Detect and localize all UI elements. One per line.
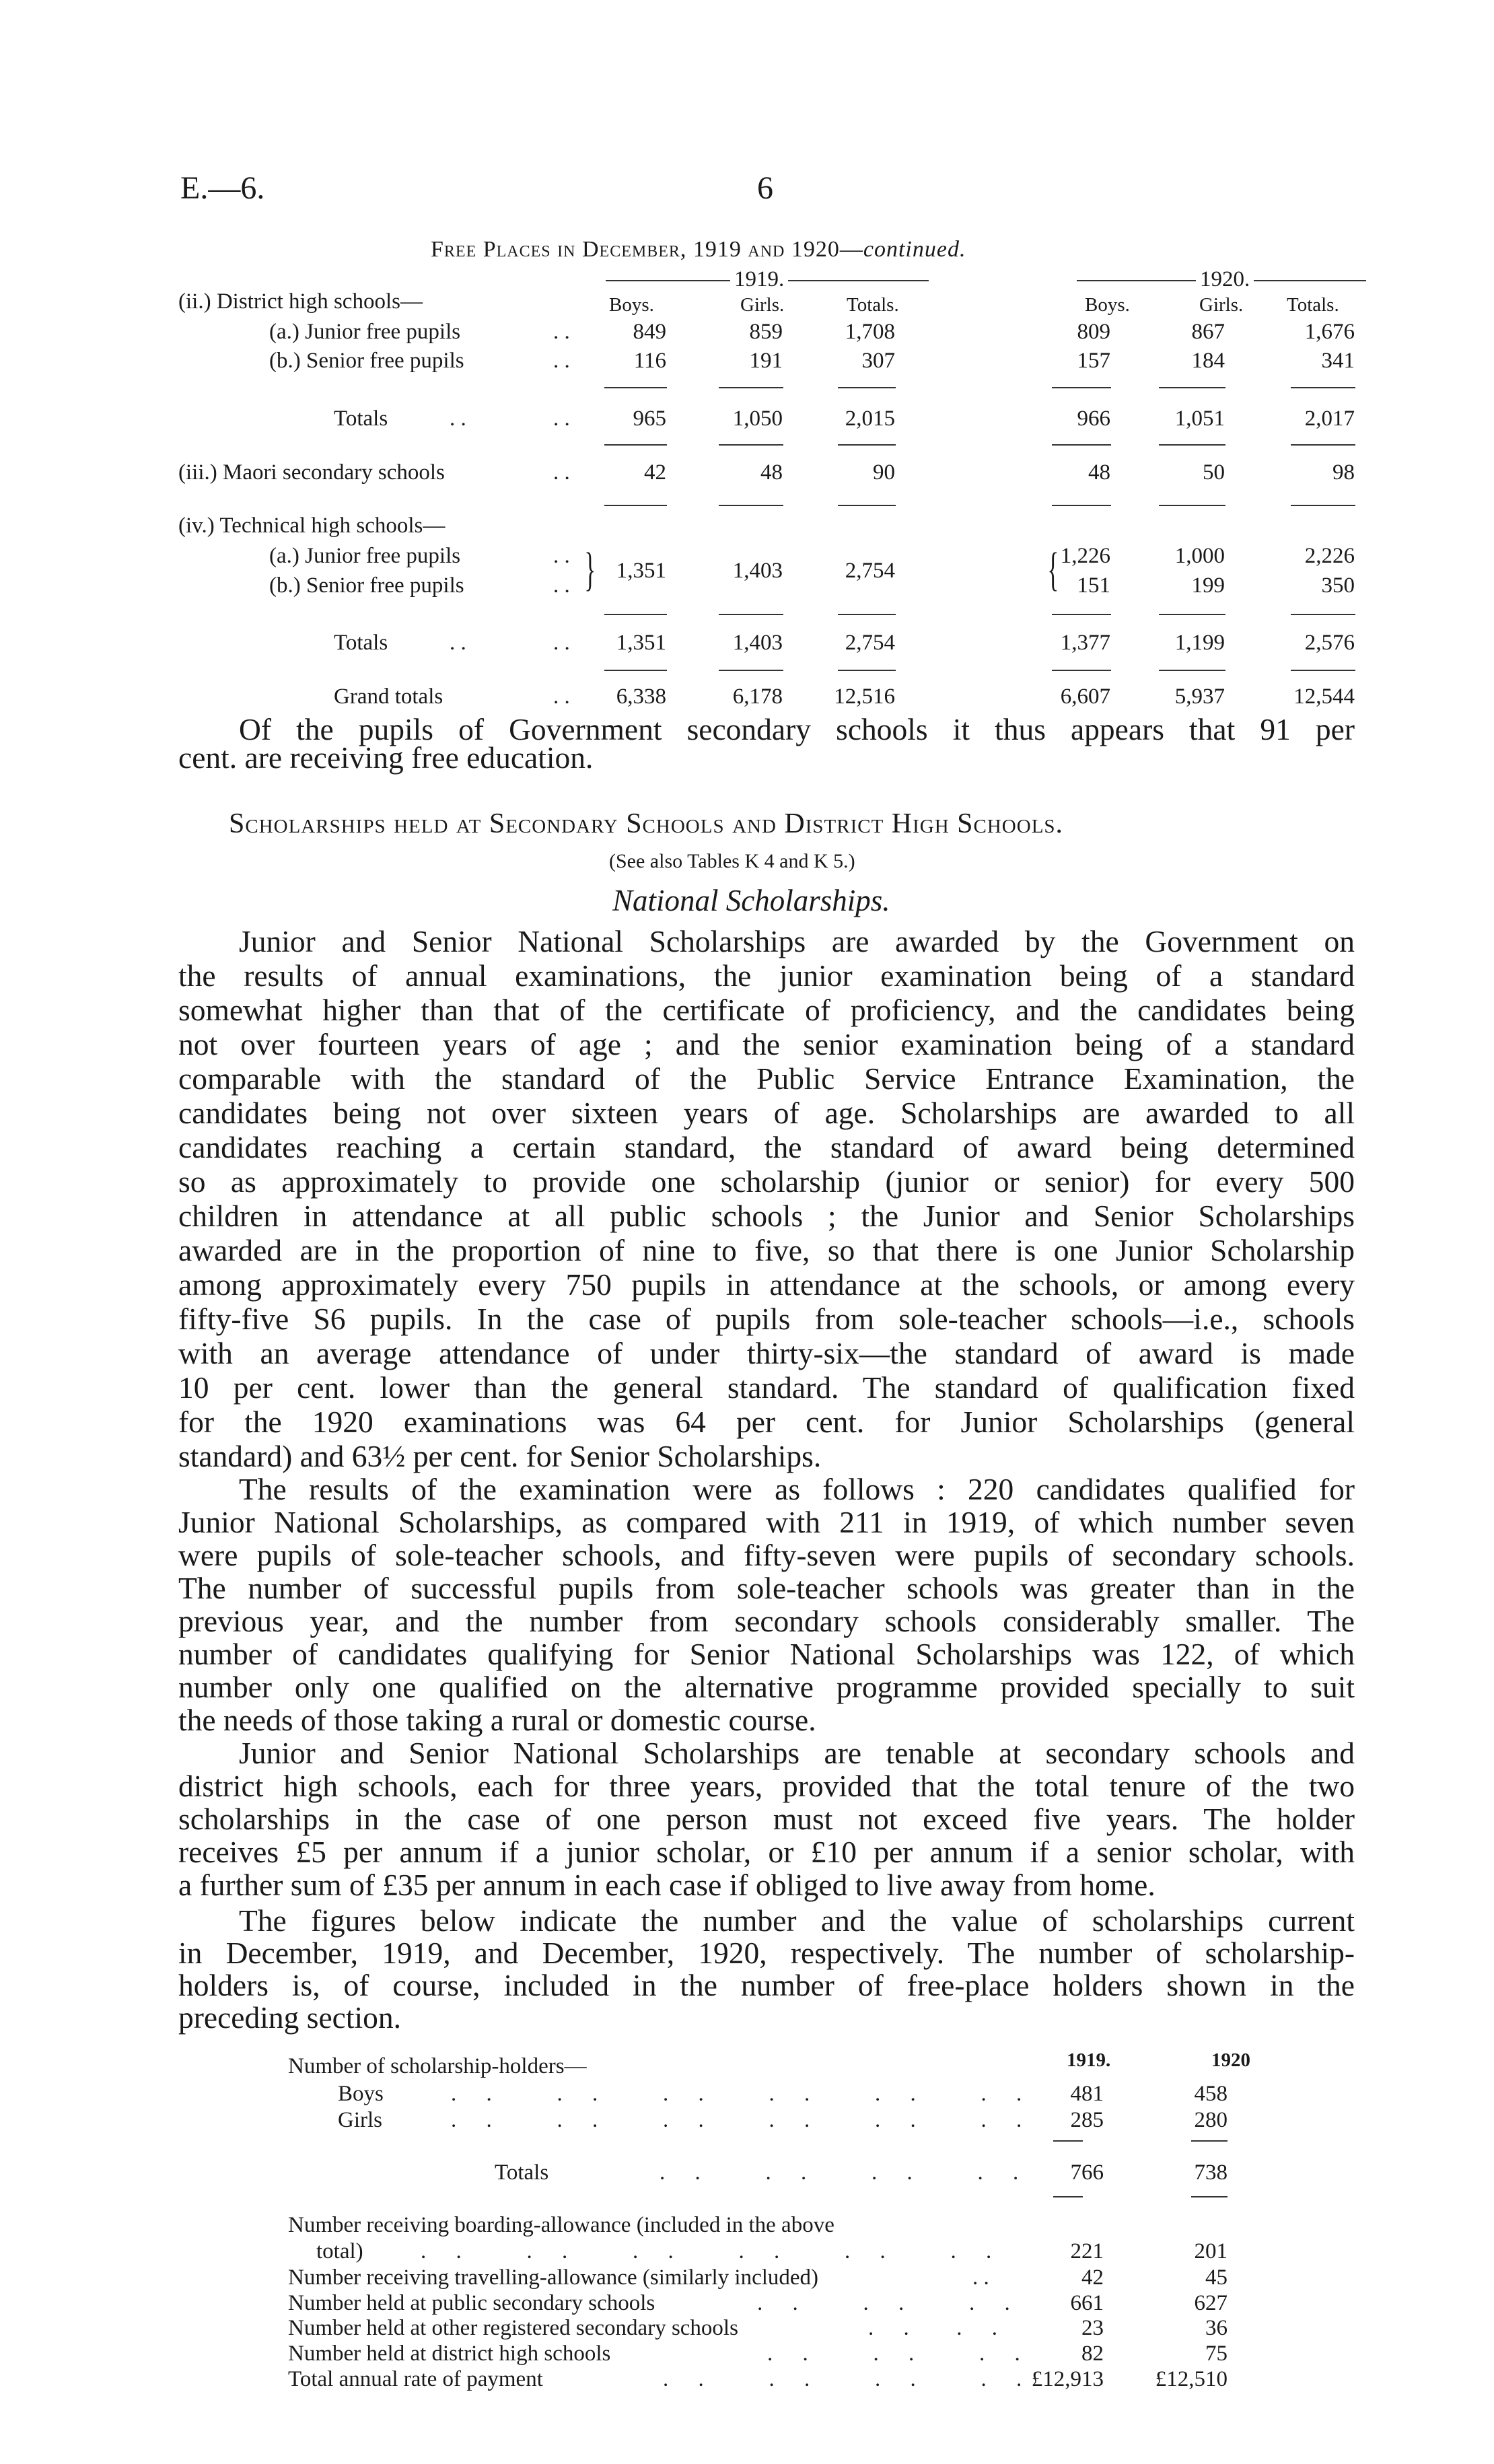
- row-dots: . .: [450, 631, 466, 655]
- paragraph-line: Junior National Scholarships, as compared with 211 in 1919, of which number seven: [178, 1505, 1355, 1539]
- row-dots: . .: [553, 349, 570, 373]
- report-code: E.—6.: [180, 170, 265, 206]
- paragraph-3: [178, 1736, 1355, 1901]
- paragraph-line: among approximately every 750 pupils in attendance at the schools, or among every: [178, 1267, 1355, 1302]
- rule: [1159, 505, 1225, 506]
- holders-value-district: 75: [1205, 2342, 1228, 2366]
- paragraph-line: previous year, and the number from secondary schools considerably smaller. The: [178, 1604, 1355, 1638]
- scholarships-heading: Scholarships held at Secondary Schools and District High Schools.: [229, 808, 1064, 839]
- value-cell-maori: 50: [1203, 460, 1225, 485]
- value-cell-maori: 48: [760, 460, 783, 485]
- holders-value-travel: 42: [1081, 2265, 1104, 2290]
- brace-tech-1919: }: [584, 544, 596, 596]
- rule: [719, 614, 783, 615]
- value-cell-tech-b-1920: 151: [1077, 573, 1110, 598]
- leader-dots: . . . . . . . . . . . .: [451, 2082, 1034, 2106]
- paragraph-line: Junior and Senior National Scholarships are tenable at secondary schools and: [239, 1736, 1355, 1770]
- value-cell-dhs_a: 1,676: [1304, 320, 1355, 344]
- holders-value-boarding: 201: [1194, 2239, 1228, 2263]
- value-cell-dhs_b: 157: [1077, 349, 1110, 373]
- value-cell-maori: 48: [1088, 460, 1110, 485]
- row-dots: . .: [553, 573, 570, 598]
- rule: [1291, 614, 1355, 615]
- value-cell-dhs_tot: 1,051: [1174, 407, 1225, 431]
- holders-value-totals: 766: [1070, 2160, 1104, 2185]
- paragraph-line: children in attendance at all public schools ; the Junior and Senior Scholarships: [178, 1199, 1355, 1233]
- district-label: Number held at district high schools: [288, 2342, 611, 2366]
- value-cell-tech_tot: 1,403: [732, 631, 783, 655]
- rule: [1159, 444, 1225, 446]
- value-cell-grand: 6,607: [1060, 684, 1110, 709]
- value-cell-maori: 98: [1332, 460, 1355, 485]
- value-cell-dhs_a: 809: [1077, 320, 1110, 344]
- boarding-label-2: total): [316, 2239, 363, 2263]
- value-cell-dhs_a: 1,708: [845, 320, 895, 344]
- public-label: Number held at public secondary schools: [288, 2291, 655, 2315]
- col-boys-1920: Boys.: [1085, 294, 1130, 316]
- value-cell-tech-b-1920: 350: [1321, 573, 1355, 598]
- rule: [1052, 505, 1111, 506]
- rule: [1191, 2196, 1228, 2197]
- paragraph-line: so as approximately to provide one scholarship (junior or senior) for every 500: [178, 1164, 1355, 1199]
- paragraph-line: for the 1920 examinations was 64 per cent. for Junior Scholarships (general: [178, 1405, 1355, 1439]
- paragraph-line: the results of annual examinations, the junior examination being of a standard: [178, 958, 1355, 993]
- rule: [1159, 614, 1225, 615]
- value-cell-tech_tot: 2,576: [1304, 631, 1355, 655]
- value-cell-tech_tot: 2,754: [845, 631, 895, 655]
- value-cell-dhs_tot: 1,050: [732, 407, 783, 431]
- paragraph-line: with an average attendance of under thirty-six—the standard of award is made: [178, 1336, 1355, 1370]
- rule: [604, 505, 667, 506]
- value-cell-grand: 6,338: [616, 684, 666, 709]
- row-dhs-head: (ii.) District high schools—: [178, 289, 423, 314]
- paragraph-line: The figures below indicate the number and the value of scholarships current: [239, 1903, 1355, 1938]
- rule: [838, 505, 896, 506]
- rule: [1053, 2140, 1083, 2142]
- rule: [1052, 614, 1111, 615]
- value-cell-grand: 12,516: [834, 684, 895, 709]
- col-boys-1919: Boys.: [609, 294, 654, 316]
- rule: [1291, 505, 1355, 506]
- payment-label: Total annual rate of payment: [288, 2367, 543, 2391]
- rule: [1291, 670, 1355, 671]
- leader-dots: . . . . . . . .: [660, 2160, 1031, 2185]
- rule: [719, 670, 783, 671]
- value-cell-dhs_b: 307: [861, 349, 895, 373]
- leader-dots: . . . .: [868, 2316, 1009, 2340]
- rule: [1053, 2196, 1083, 2197]
- rule: [719, 387, 783, 388]
- value-cell-tech-1919: 1,403: [732, 559, 783, 583]
- paragraph-line: in December, 1919, and December, 1920, respectively. The number of scholarship-: [178, 1936, 1355, 1970]
- other-label: Number held at other registered secondary schools: [288, 2316, 738, 2340]
- rule: [1052, 387, 1111, 388]
- holders-value-public: 627: [1194, 2291, 1228, 2315]
- rule: [1052, 444, 1111, 446]
- brace-tech-1920: {: [1047, 544, 1059, 596]
- paragraph-line: candidates being not over sixteen years of age. Scholarships are awarded to all: [178, 1096, 1355, 1130]
- rule: [1159, 387, 1225, 388]
- travel-label: Number receiving travelling-allowance (similarly included): [288, 2265, 819, 2290]
- col-girls-1920: Girls.: [1199, 294, 1244, 316]
- row-grand-totals: Grand totals: [334, 684, 443, 709]
- leader-dots: . . . . . . . . . . . .: [451, 2108, 1034, 2132]
- rule: [1291, 444, 1355, 446]
- paragraph-line: preceding section.: [178, 2000, 402, 2035]
- paragraph-line: were pupils of sole-teacher schools, and fifty-seven were pupils of secondary schools.: [178, 1538, 1355, 1572]
- paragraph-line: district high schools, each for three years, provided that the total tenure of the two: [178, 1769, 1355, 1803]
- leader-dots: . . . . . .: [767, 2342, 1032, 2366]
- row-tech-totals: Totals: [334, 631, 388, 655]
- row-dots: . .: [450, 407, 466, 431]
- value-cell-grand: 6,178: [732, 684, 783, 709]
- value-cell-maori: 42: [644, 460, 666, 485]
- paragraph-line: fifty-five S6 pupils. In the case of pupils from sole-teacher schools—i.e., schools: [178, 1302, 1355, 1336]
- value-cell-tech_tot: 1,377: [1060, 631, 1110, 655]
- row-tech-a: (a.) Junior free pupils: [269, 544, 461, 568]
- paragraph-line: candidates reaching a certain standard, the standard of award being determined: [178, 1130, 1355, 1164]
- scholarships-subnote: (See also Tables K 4 and K 5.): [609, 850, 855, 872]
- value-cell-tech-a-1920: 1,226: [1060, 544, 1110, 568]
- holders-value-payment: £12,913: [1031, 2367, 1104, 2391]
- paragraph-line: The number of successful pupils from sole-teacher schools was greater than in the: [178, 1571, 1355, 1605]
- paragraph-line: standard) and 63½ per cent. for Senior Scholarships.: [178, 1439, 822, 1473]
- row-dhs-a: (a.) Junior free pupils: [269, 320, 461, 344]
- value-cell-dhs_a: 849: [633, 320, 666, 344]
- holders-value-travel: 45: [1205, 2265, 1228, 2290]
- page-number: 6: [757, 170, 773, 206]
- summary-line: Of the pupils of Government secondary schools it thus appears that 91 per: [239, 712, 1355, 746]
- value-cell-tech-1919: 1,351: [616, 559, 666, 583]
- paragraph-line: awarded are in the proportion of nine to five, so that there is one Junior Scholarship: [178, 1233, 1355, 1267]
- holders-value-district: 82: [1081, 2342, 1104, 2366]
- leader-dots: . . . . . . . .: [663, 2367, 1034, 2391]
- col-girls-1919: Girls.: [740, 294, 785, 316]
- totals-label: Totals: [495, 2160, 549, 2185]
- row-dhs-totals: Totals: [334, 407, 388, 431]
- rule: [838, 670, 896, 671]
- value-cell-dhs_tot: 2,017: [1304, 407, 1355, 431]
- rule: [838, 614, 896, 615]
- free-places-title: Free Places in December, 1919 and 1920—continued.: [431, 237, 966, 262]
- holders-value-boys: 458: [1194, 2082, 1228, 2106]
- summary-paragraph: [178, 712, 1355, 775]
- holders-value-public: 661: [1070, 2291, 1104, 2315]
- paragraph-1: [178, 924, 1355, 1473]
- value-cell-tech-b-1920: 199: [1191, 573, 1225, 598]
- holders-value-boys: 481: [1070, 2082, 1104, 2106]
- row-dhs-b: (b.) Senior free pupils: [269, 349, 464, 373]
- leader-dots: . . . . . . . . . . . .: [421, 2239, 1004, 2263]
- rule: [1291, 387, 1355, 388]
- value-cell-dhs_tot: 966: [1077, 407, 1110, 431]
- holders-value-girls: 285: [1070, 2108, 1104, 2132]
- value-cell-tech-a-1920: 2,226: [1304, 544, 1355, 568]
- summary-line: cent. are receiving free education.: [178, 740, 594, 775]
- holders-head: Number of scholarship-holders—: [288, 2054, 587, 2078]
- national-scholarships-subheading: National Scholarships.: [612, 884, 890, 917]
- col-totals-1919: Totals.: [847, 294, 899, 316]
- paragraph-line: receives £5 per annum if a junior scholar, or £10 per annum if a senior scholar, with: [178, 1835, 1355, 1869]
- row-dots: . .: [553, 631, 570, 655]
- value-cell-tech_tot: 1,199: [1174, 631, 1225, 655]
- row-dots: . .: [553, 320, 570, 344]
- value-cell-dhs_b: 341: [1321, 349, 1355, 373]
- value-cell-maori: 90: [873, 460, 895, 485]
- paragraph-2: [178, 1473, 1355, 1736]
- paragraph-line: scholarships in the case of one person must not exceed five years. The holder: [178, 1802, 1355, 1836]
- paragraph-line: a further sum of £35 per annum in each case if obliged to live away from home.: [178, 1868, 1155, 1902]
- leader-dots: . . . . . .: [757, 2291, 1022, 2315]
- rule: [719, 444, 783, 446]
- holders-value-payment: £12,510: [1155, 2367, 1228, 2391]
- rule: [838, 387, 896, 388]
- boys-label: Boys: [338, 2082, 384, 2106]
- row-dots: . .: [553, 684, 570, 709]
- col-1919: 1919.: [1067, 2049, 1111, 2071]
- rule: [1052, 670, 1111, 671]
- rule: [604, 387, 667, 388]
- col-1920: 1920: [1211, 2049, 1250, 2071]
- boarding-label-1: Number receiving boarding-allowance (included in the above: [288, 2213, 834, 2237]
- rule: [1159, 670, 1225, 671]
- holders-value-boarding: 221: [1070, 2239, 1104, 2263]
- paragraph-line: not over fourteen years of age ; and the senior examination being of a standard: [178, 1027, 1355, 1061]
- year-1920: 1920.: [1196, 267, 1254, 292]
- value-cell-dhs_b: 191: [749, 349, 783, 373]
- row-dots: . .: [553, 544, 570, 568]
- value-cell-tech_tot: 1,351: [616, 631, 666, 655]
- paragraph-4: [178, 1905, 1355, 2034]
- rule: [604, 614, 667, 615]
- holders-value-totals: 738: [1194, 2160, 1228, 2185]
- value-cell-tech-a-1920: 1,000: [1174, 544, 1225, 568]
- leader-dots: . .: [972, 2265, 989, 2290]
- col-totals-1920: Totals.: [1287, 294, 1339, 316]
- rule: [1191, 2140, 1228, 2142]
- paragraph-line: holders is, of course, included in the number of free-place holders shown in the: [178, 1968, 1355, 2002]
- row-dots: . .: [553, 407, 570, 431]
- paragraph-line: number only one qualified on the alternative programme provided specially to suit: [178, 1670, 1355, 1704]
- rule: [838, 444, 896, 446]
- rule: [604, 444, 667, 446]
- value-cell-dhs_tot: 965: [633, 407, 666, 431]
- row-tech-head: (iv.) Technical high schools—: [178, 514, 446, 538]
- value-cell-dhs_tot: 2,015: [845, 407, 895, 431]
- holders-value-girls: 280: [1194, 2108, 1228, 2132]
- row-dots: . .: [553, 460, 570, 485]
- value-cell-tech-1919: 2,754: [845, 559, 895, 583]
- row-maori: (iii.) Maori secondary schools: [178, 460, 445, 485]
- paragraph-line: somewhat higher than that of the certificate of proficiency, and the candidates being: [178, 993, 1355, 1027]
- value-cell-dhs_a: 859: [749, 320, 783, 344]
- value-cell-grand: 5,937: [1174, 684, 1225, 709]
- row-tech-b: (b.) Senior free pupils: [269, 573, 464, 598]
- value-cell-grand: 12,544: [1293, 684, 1355, 709]
- value-cell-dhs_a: 867: [1191, 320, 1225, 344]
- paragraph-line: the needs of those taking a rural or domestic course.: [178, 1703, 816, 1737]
- paragraph-line: Junior and Senior National Scholarships are awarded by the Government on: [239, 924, 1355, 958]
- rule: [604, 670, 667, 671]
- year-1919: 1919.: [730, 267, 788, 292]
- paragraph-line: 10 per cent. lower than the general standard. The standard of qualification fixed: [178, 1370, 1355, 1405]
- rule: [719, 505, 783, 506]
- value-cell-dhs_b: 116: [633, 349, 666, 373]
- holders-value-other: 23: [1081, 2316, 1104, 2340]
- paragraph-line: comparable with the standard of the Public Service Entrance Examination, the: [178, 1061, 1355, 1096]
- paragraph-line: number of candidates qualifying for Senior National Scholarships was 122, of which: [178, 1637, 1355, 1671]
- holders-value-other: 36: [1205, 2316, 1228, 2340]
- value-cell-dhs_b: 184: [1191, 349, 1225, 373]
- paragraph-line: The results of the examination were as follows : 220 candidates qualified for: [239, 1472, 1355, 1506]
- girls-label: Girls: [338, 2108, 382, 2132]
